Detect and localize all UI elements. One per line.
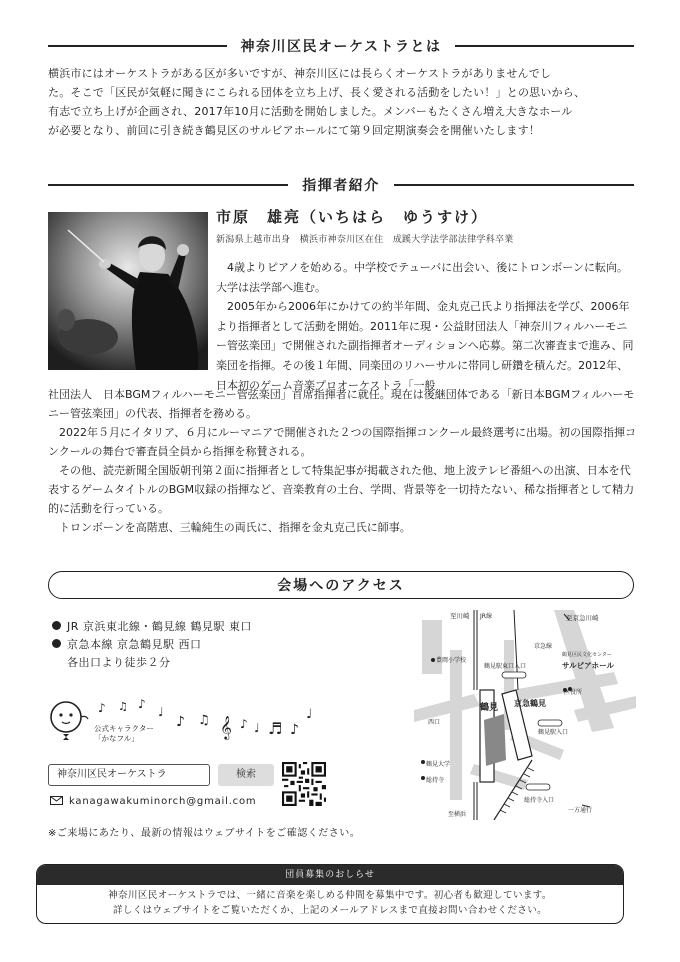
bullet-icon <box>52 621 61 630</box>
map-label-jr: JR線 <box>480 613 492 620</box>
svg-text:𝄞: 𝄞 <box>220 715 232 739</box>
svg-text:♪: ♪ <box>138 697 146 711</box>
qr-code-icon[interactable] <box>282 762 326 806</box>
conductor-photo <box>48 212 208 370</box>
conductor-heading <box>48 175 634 195</box>
recruit-body <box>37 885 623 918</box>
svg-text:♪: ♪ <box>290 722 299 738</box>
recruit-line: 神奈川区民オーケストラでは、一緒に音楽を楽しめる仲間を募集中です。初心者も歓迎しています。 <box>108 890 552 901</box>
svg-text:♪: ♪ <box>98 701 106 715</box>
map-label-center: サルビアホール <box>562 661 614 670</box>
about-line: が必要となり、前回に引き続き鶴見区のサルビアホールにて第９回定期演奏会を開催いたします！ <box>48 124 541 137</box>
svg-text:♩: ♩ <box>306 707 313 722</box>
map-label-east-exit: 鶴見駅東口入口 <box>484 663 527 670</box>
about-text <box>48 64 648 140</box>
svg-text:♫: ♫ <box>198 713 210 728</box>
website-note: ※ご来場にあたり、最新の情報はウェブサイトをご確認ください。 <box>48 828 361 839</box>
conductor-title: 指揮者紹介 <box>302 178 380 194</box>
route-keikyu <box>52 636 202 652</box>
map-label-oneway: 一方通行 <box>568 807 593 814</box>
svg-text:♪: ♪ <box>176 714 185 730</box>
map-label-university: 鶴見大学 <box>426 761 451 768</box>
map-label-school: 豊岡小学校 <box>436 657 467 664</box>
map-label-tsurumi: 鶴見 <box>480 703 499 713</box>
conductor-bio-full <box>48 385 638 537</box>
svg-text:♬: ♬ <box>268 719 283 738</box>
access-map <box>414 610 636 820</box>
route-text: 京急本線 京急鶴見駅 西口 <box>67 638 202 651</box>
svg-text:♪: ♪ <box>240 717 248 731</box>
about-line: 有志で立ち上げが企画され、2017年10月に活動を開始しました。メンバーもたくさん増え大きなホール <box>48 105 573 118</box>
svg-text:♫: ♫ <box>118 700 128 713</box>
route-jr <box>52 618 252 634</box>
map-label-to-kawasaki: 至川崎 <box>450 612 470 620</box>
conductor-meta: 新潟県上越市出身 横浜市神奈川区在住 成蹊大学法学部法律学科卒業 <box>216 235 514 245</box>
map-label-ward-office: 区役所 <box>564 689 583 696</box>
recruit-line: 詳しくはウェブサイトをご覧いただくか、上記のメールアドレスまで直接お問い合わせください。 <box>112 905 548 916</box>
recruit-title: 団員募集のおしらせ <box>37 865 623 885</box>
bullet-icon <box>52 639 61 648</box>
access-heading: 会場へのアクセス <box>48 571 634 599</box>
bio-paragraph: その他、読売新聞全国版朝刊第２面に指揮者として特集記事が掲載された他、地上波テレビ番組への出演、日本を代表するゲームタイトルのBGM収録の指揮など、音楽教育の土台、学問、背景等を一切持たない、稀な指揮者として精力的に活動を行っている。 <box>48 464 635 515</box>
map-label-station-entrance: 鶴見駅入口 <box>538 729 569 736</box>
about-title: 神奈川区民オーケストラとは <box>240 39 442 55</box>
mascot-caption <box>94 724 154 744</box>
map-label-to-keikyu-kawasaki: 至京急川崎 <box>566 614 599 622</box>
email-link[interactable] <box>50 796 256 807</box>
about-line: た。そこで「区民が気軽に聞きにこられる団体を立ち上げ、長く愛される活動をしたい！」との思いから、 <box>48 86 586 99</box>
map-label-to-yokohama: 至横浜 <box>448 811 467 818</box>
map-label-center-small: 鶴見区民文化センター <box>562 652 612 658</box>
map-label-keikyu-line: 京急線 <box>534 643 553 650</box>
conductor-name: 市原 雄亮（いちはら ゆうすけ） <box>216 208 489 226</box>
bio-paragraph: 2005年から2006年にかけての約半年間、金丸克己氏より指揮法を学び、2006年より指揮者として活動を開始。2011年に現・公益財団法人「神奈川フィルハーモニー管弦楽団」で開催された副指揮者オーディションへ応募。第二次審査まで進み、同楽団を指揮。その後１年間、同楽団のリハーサルに帯同し研鑽を積んだ。2012年、日本初のゲーム音楽プロオーケストラ「一般 <box>216 300 634 392</box>
map-label-temple-entrance: 総持寺入口 <box>524 797 555 804</box>
route-text: JR 京浜東北線・鶴見線 鶴見駅 東口 <box>67 620 252 633</box>
email-text[interactable]: kanagawakuminorch@gmail.com <box>69 796 257 807</box>
mascot-name: 「かなフル」 <box>94 734 139 743</box>
map-label-keikyu-tsurumi: 京急鶴見 <box>514 699 546 708</box>
bio-paragraph: トロンボーンを高階恵、三輪純生の両氏に、指揮を金丸克己氏に師事。 <box>59 521 411 534</box>
svg-text:♩: ♩ <box>254 721 260 735</box>
conductor-bio-right <box>216 258 636 395</box>
search-input[interactable]: 神奈川区民オーケストラ <box>48 764 210 786</box>
mascot-label: 公式キャラクター <box>94 724 154 733</box>
map-label-temple: 総持寺 <box>426 777 445 784</box>
mascot-icon <box>44 697 94 747</box>
recruit-box <box>36 864 624 924</box>
bio-paragraph: 社団法人 日本BGMフィルハーモニー管弦楽団」首席指揮者に就任。現在は後継団体である「新日本BGMフィルハーモニー管弦楽団」の代表、指揮者を務める。 <box>48 388 635 420</box>
search-button[interactable]: 検索 <box>218 764 274 786</box>
bio-paragraph: 2022年５月にイタリア、６月にルーマニアで開催された２つの国際指揮コンクール最終選考に出場。初の国際指揮コンクールの舞台で審査員全員から指揮を称賛される。 <box>48 426 637 458</box>
walk-time: 各出口より徒歩２分 <box>67 656 171 669</box>
bio-paragraph: 4歳よりピアノを始める。中学校でテューバに出会い、後にトロンボーンに転向。大学は法学部へ進む。 <box>216 261 629 294</box>
about-line: 横浜市にはオーケストラがある区が多いですが、神奈川区には長らくオーケストラがありませんでし <box>48 67 552 80</box>
mail-icon <box>50 796 63 805</box>
about-heading <box>48 36 634 56</box>
map-label-west-exit: 西口 <box>428 719 441 726</box>
svg-text:♩: ♩ <box>158 705 164 719</box>
